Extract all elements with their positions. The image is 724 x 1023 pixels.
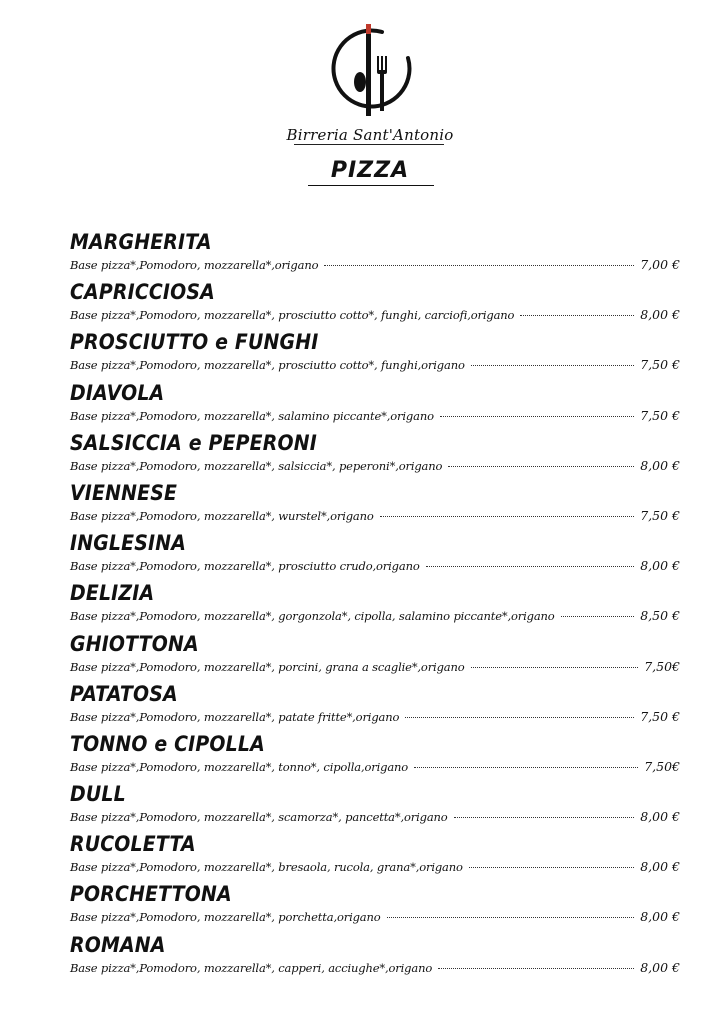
menu-item: [70, 579, 680, 629]
item-price: 7,50 €: [640, 357, 680, 373]
menu-item: [70, 780, 680, 830]
item-price: 8,00 €: [640, 959, 680, 975]
dot-leader: [405, 717, 634, 718]
item-price: 8,00 €: [640, 558, 680, 574]
item-detail-row: [70, 256, 680, 274]
brand-name: Birreria Sant'Antonio: [286, 126, 454, 144]
item-price: 8,00 €: [640, 809, 680, 825]
item-description: Base pizza*,Pomodoro, mozzarella*, porchetta,origano: [70, 910, 381, 925]
menu-item: [70, 680, 680, 730]
item-detail-row: [70, 557, 680, 575]
item-description: Base pizza*,Pomodoro, mozzarella*, prosciutto crudo,origano: [70, 559, 420, 574]
item-description: Base pizza*,Pomodoro, mozzarella*, wurstel*,origano: [70, 508, 374, 523]
dot-leader: [380, 516, 635, 517]
menu-item: [70, 730, 680, 780]
item-description: Base pizza*,Pomodoro, mozzarella*, capperi, acciughe*,origano: [70, 960, 433, 975]
section-title: PIZZA: [330, 158, 410, 183]
item-description: Base pizza*,Pomodoro, mozzarella*, tonno*, cipolla,origano: [70, 759, 409, 774]
item-price: 8,00 €: [640, 457, 680, 473]
item-description: Base pizza*,Pomodoro, mozzarella*, prosciutto cotto*, funghi, carciofi,origano: [70, 308, 515, 323]
item-name: ROMANA: [70, 932, 166, 957]
dot-leader: [561, 616, 635, 617]
item-name: VIENNESE: [70, 480, 178, 505]
item-detail-row: [70, 858, 680, 876]
item-price: 8,00 €: [640, 859, 680, 875]
menu-item: [70, 379, 680, 429]
item-detail-row: [70, 708, 680, 726]
item-name: PATATOSA: [70, 681, 178, 706]
item-price: 8,00 €: [640, 307, 680, 323]
title-underline: [308, 185, 434, 186]
item-name: DELIZIA: [70, 581, 155, 606]
item-price: 7,50€: [644, 758, 680, 774]
item-detail-row: [70, 808, 680, 826]
dot-leader: [414, 767, 638, 768]
item-description: Base pizza*,Pomodoro, mozzarella*, porcini, grana a scaglie*,origano: [70, 659, 465, 674]
item-description: Base pizza*,Pomodoro, mozzarella*, salsiccia*, peperoni*,origano: [70, 458, 443, 473]
item-description: Base pizza*,Pomodoro, mozzarella*, prosciutto cotto*, funghi,origano: [70, 358, 465, 373]
item-name: DULL: [70, 782, 126, 807]
dot-leader: [448, 466, 634, 467]
brand-divider: [294, 144, 444, 145]
item-name: CAPRICCIOSA: [70, 280, 215, 305]
item-detail-row: [70, 407, 680, 425]
item-detail-row: [70, 607, 680, 625]
item-price: 7,50 €: [640, 507, 680, 523]
dot-leader: [471, 667, 639, 668]
menu-item: [70, 931, 680, 981]
dot-leader: [387, 917, 635, 918]
menu-item: [70, 880, 680, 930]
item-description: Base pizza*,Pomodoro, mozzarella*, bresaola, rucola, grana*,origano: [70, 860, 463, 875]
item-description: Base pizza*,Pomodoro, mozzarella*, salamino piccante*,origano: [70, 408, 434, 423]
item-price: 7,50 €: [640, 708, 680, 724]
restaurant-logo: [280, 18, 460, 193]
menu-list: [70, 228, 680, 981]
item-name: INGLESINA: [70, 531, 187, 556]
dot-leader: [469, 867, 634, 868]
item-name: PORCHETTONA: [70, 882, 232, 907]
menu-item: [70, 630, 680, 680]
item-detail-row: [70, 959, 680, 977]
item-detail-row: [70, 356, 680, 374]
item-detail-row: [70, 758, 680, 776]
item-description: Base pizza*,Pomodoro, mozzarella*, scamorza*, pancetta*,origano: [70, 810, 448, 825]
item-detail-row: [70, 908, 680, 926]
item-description: Base pizza*,Pomodoro, mozzarella*,origano: [70, 258, 319, 272]
item-price: 8,00 €: [640, 909, 680, 925]
menu-item: [70, 328, 680, 378]
menu-item: [70, 228, 680, 278]
item-price: 8,50 €: [640, 608, 680, 624]
item-detail-row: [70, 306, 680, 324]
item-name: SALSICCIA e PEPERONI: [70, 430, 317, 455]
item-detail-row: [70, 658, 680, 676]
item-description: Base pizza*,Pomodoro, mozzarella*, gorgonzola*, cipolla, salamino piccante*,origano: [70, 609, 555, 624]
item-name: RUCOLETTA: [70, 832, 196, 857]
item-name: GHIOTTONA: [70, 631, 199, 656]
item-name: MARGHERITA: [70, 230, 212, 254]
dot-leader: [471, 365, 634, 366]
item-price: 7,50 €: [640, 407, 680, 423]
item-description: Base pizza*,Pomodoro, mozzarella*, patate fritte*,origano: [70, 709, 400, 724]
menu-item: [70, 529, 680, 579]
item-price: 7,50€: [644, 658, 680, 674]
dot-leader: [438, 968, 634, 969]
item-detail-row: [70, 507, 680, 525]
menu-item: [70, 278, 680, 328]
dot-leader: [454, 817, 635, 818]
dot-leader: [426, 566, 635, 567]
fork-spoon-knife-icon: [320, 18, 420, 118]
item-name: PROSCIUTTO e FUNGHI: [70, 330, 319, 355]
menu-item: [70, 479, 680, 529]
item-price: 7,00 €: [640, 257, 680, 272]
item-name: DIAVOLA: [70, 380, 165, 405]
menu-item: [70, 830, 680, 880]
menu-item: [70, 429, 680, 479]
item-name: TONNO e CIPOLLA: [70, 731, 265, 756]
dot-leader: [324, 265, 634, 266]
dot-leader: [440, 416, 634, 417]
dot-leader: [520, 315, 634, 316]
item-detail-row: [70, 457, 680, 475]
